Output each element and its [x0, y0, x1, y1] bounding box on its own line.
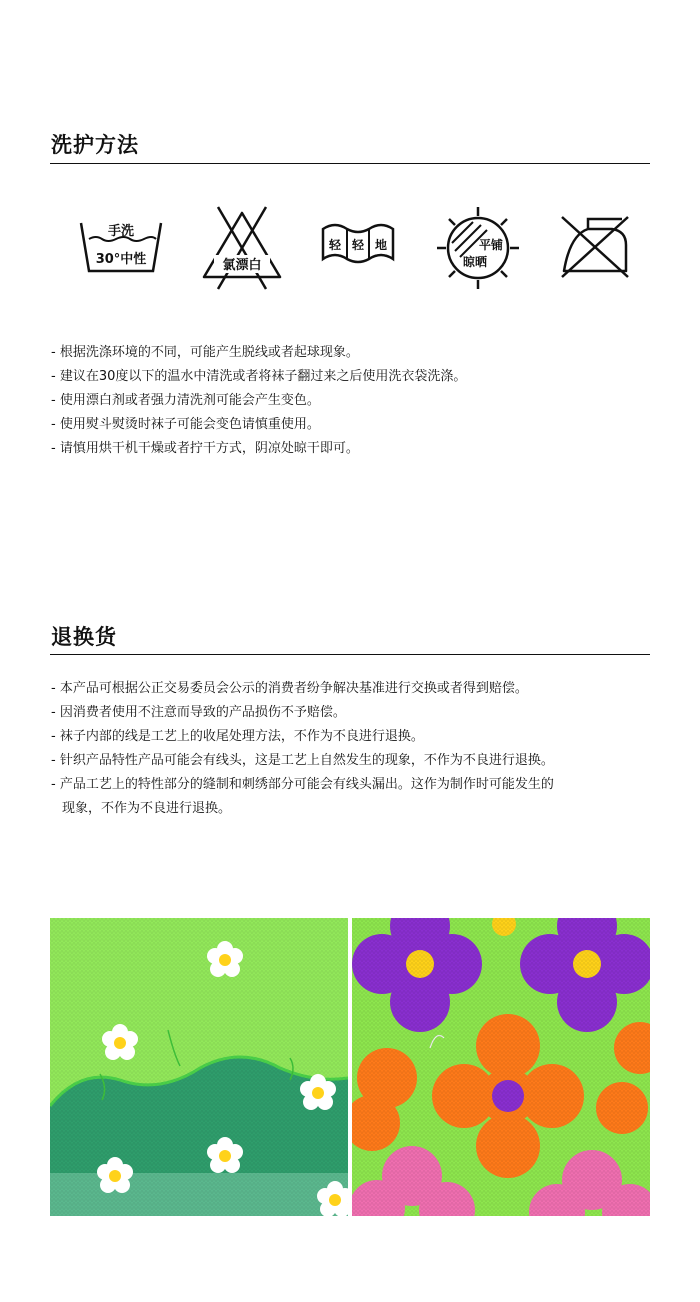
hand-wash-icon	[78, 205, 164, 285]
care-heading: 洗护方法	[51, 133, 139, 157]
returns-item-continuation: 现象，不作为不良进行退换。	[62, 801, 232, 816]
returns-item: - 产品工艺上的特性部分的缝制和刺绣部分可能会有线头漏出。这作为制作时可能发生的	[51, 777, 554, 792]
sock-detail-photo-green	[50, 918, 348, 1216]
returns-heading: 退换货	[51, 625, 117, 649]
returns-item: - 因消费者使用不注意而导致的产品损伤不予赔偿。	[51, 705, 346, 720]
returns-divider	[50, 654, 650, 655]
dry-method-label: 平铺	[478, 238, 504, 252]
dry-flat-shade-icon	[435, 205, 521, 291]
returns-list	[51, 677, 661, 821]
gentle-label-1: 轻	[328, 238, 342, 252]
returns-item: - 袜子内部的线是工艺上的收尾处理方法，不作为不良进行退换。	[51, 729, 424, 744]
care-icons	[50, 205, 650, 295]
care-item: - 建议在30度以下的温水中清洗或者将袜子翻过来之后使用洗衣袋洗涤。	[51, 369, 467, 384]
no-iron-icon	[558, 205, 632, 285]
bleach-label: 氯漂白	[222, 258, 262, 273]
care-item: - 使用熨斗熨烫时袜子可能会变色请慎重使用。	[51, 417, 320, 432]
sock-detail-photo-floral	[352, 918, 650, 1216]
no-bleach-icon	[200, 205, 284, 291]
care-list	[51, 341, 661, 461]
care-item: - 使用漂白剂或者强力清洗剂可能会产生变色。	[51, 393, 320, 408]
wash-method-label: 手洗	[107, 224, 135, 239]
care-item: - 根据洗涤环境的不同，可能产生脱线或者起球现象。	[51, 345, 359, 360]
gentle-label-2: 轻	[351, 238, 365, 252]
gentle-label-3: 地	[374, 238, 388, 252]
returns-item: - 针织产品特性产品可能会有线头，这是工艺上自然发生的现象，不作为不良进行退换。	[51, 753, 554, 768]
gentle-wring-icon	[315, 205, 401, 285]
wash-temp-label: 30°中性	[95, 252, 147, 267]
returns-item: - 本产品可根据公正交易委员会公示的消费者纷争解决基准进行交换或者得到赔偿。	[51, 681, 528, 696]
care-item: - 请慎用烘干机干燥或者拧干方式，阴凉处晾干即可。	[51, 441, 359, 456]
dry-place-label: 晾晒	[462, 255, 488, 269]
care-divider	[50, 163, 650, 164]
